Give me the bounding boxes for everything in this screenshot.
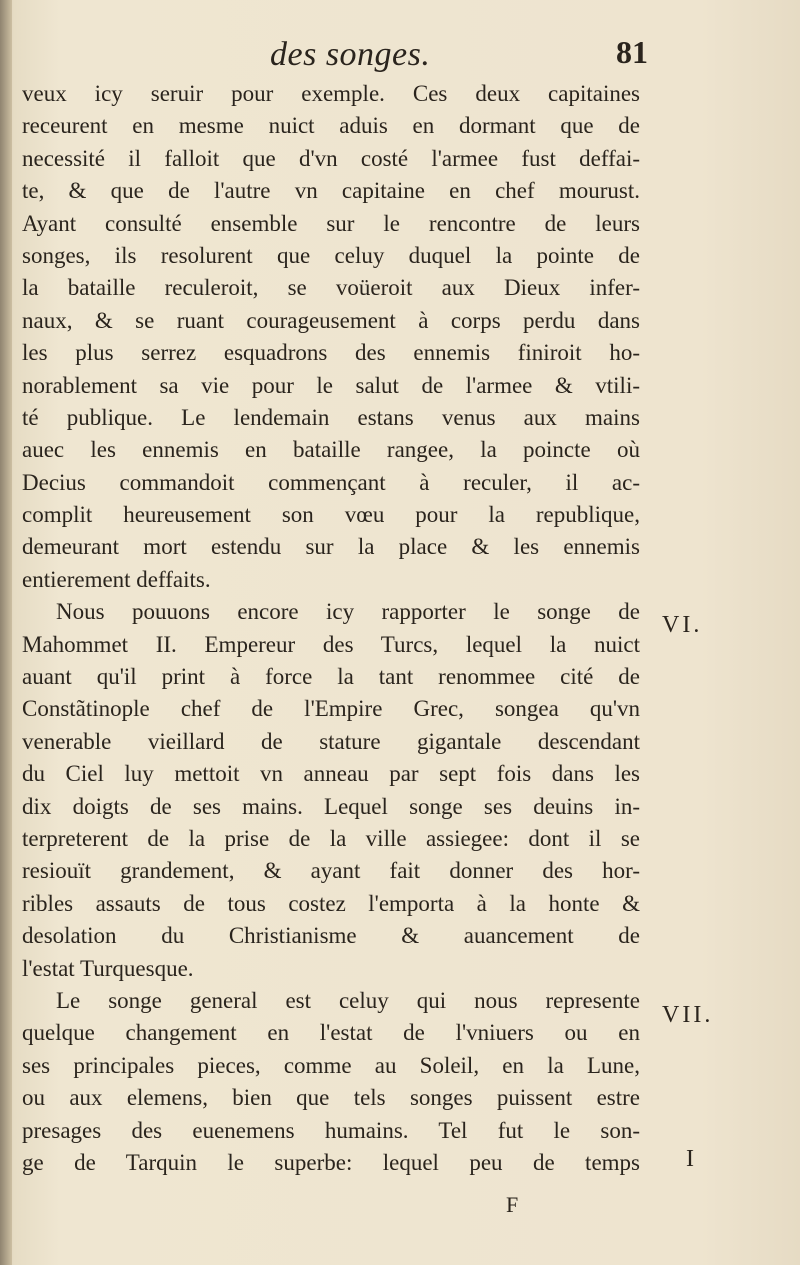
text-line: terpreterent de la prise de la ville assiegee: dont il se [22,825,640,851]
margin-note-i: I [686,1146,697,1172]
text-line: Mahommet II. Empereur des Turcs, lequel la nuict [22,631,640,657]
text-line: ge de Tarquin le superbe: lequel peu de temps [22,1149,640,1175]
body-text [22,78,640,1179]
text-line: Ayant consulté ensemble sur le rencontre de leurs [22,210,640,236]
text-line: quelque changement en l'estat de l'vniuers ou en [22,1020,640,1046]
text-line: les plus serrez esquadrons des ennemis finiroit ho- [22,340,640,366]
margin-note-vi: VI. [662,612,703,638]
margin-note-vii: VII. [662,1002,714,1028]
text-line: necessité il falloit que d'vn costé l'armee fust deffai- [22,145,640,171]
text-line: auec les ennemis en bataille rangee, la poincte où [22,437,640,463]
paragraph-start-line: Nous pouuons encore icy rapporter le songe de [56,599,640,625]
text-line: complit heureusement son vœu pour la republique, [22,502,640,528]
text-line: venerable vieillard de stature gigantale descendant [22,728,640,754]
text-line: norablement sa vie pour le salut de l'armee & vtili- [22,372,640,398]
text-line: du Ciel luy mettoit vn anneau par sept fois dans les [22,761,640,787]
page-header [20,30,660,80]
paragraph-start-line: Le songe general est celuy qui nous represente [56,987,640,1013]
catchword-signature: F [506,1192,519,1217]
text-line: Decius commandoit commençant à reculer, il ac- [22,469,640,495]
text-line: demeurant mort estendu sur la place & les ennemis [22,534,640,560]
page-number: 81 [616,34,648,70]
text-line: veux icy seruir pour exemple. Ces deux capitaines [22,81,640,106]
text-line: presages des euenemens humains. Tel fut le son- [22,1117,640,1143]
binding-gutter [0,0,12,1265]
text-line: resiouït grandement, & ayant fait donner des hor- [22,858,640,884]
text-line: ou aux elemens, bien que tels songes puissent estre [22,1085,640,1111]
running-title: des songes. [270,36,431,73]
text-line: entierement deffaits. [22,566,211,592]
text-line: dix doigts de ses mains. Lequel songe ses deuins in- [22,793,640,819]
text-line: l'estat Turquesque. [22,955,194,981]
text-line: receurent en mesme nuict aduis en dormant que de [22,113,640,139]
text-line: la bataille reculeroit, se voüeroit aux Dieux infer- [22,275,640,301]
text-line: auant qu'il print à force la tant renommee cité de [22,664,640,690]
text-line: naux, & se ruant courageusement à corps perdu dans [22,307,640,333]
text-line: ses principales pieces, comme au Soleil, en la Lune, [22,1052,640,1078]
text-line: ribles assauts de tous costez l'emporta à la honte & [22,890,640,916]
text-line: té publique. Le lendemain estans venus aux mains [22,404,640,430]
text-line: te, & que de l'autre vn capitaine en chef mourust. [22,178,640,204]
text-line: Constãtinople chef de l'Empire Grec, songea qu'vn [22,696,640,722]
text-line: desolation du Christianisme & auancement de [22,923,640,949]
text-line: songes, ils resolurent que celuy duquel la pointe de [22,242,640,268]
